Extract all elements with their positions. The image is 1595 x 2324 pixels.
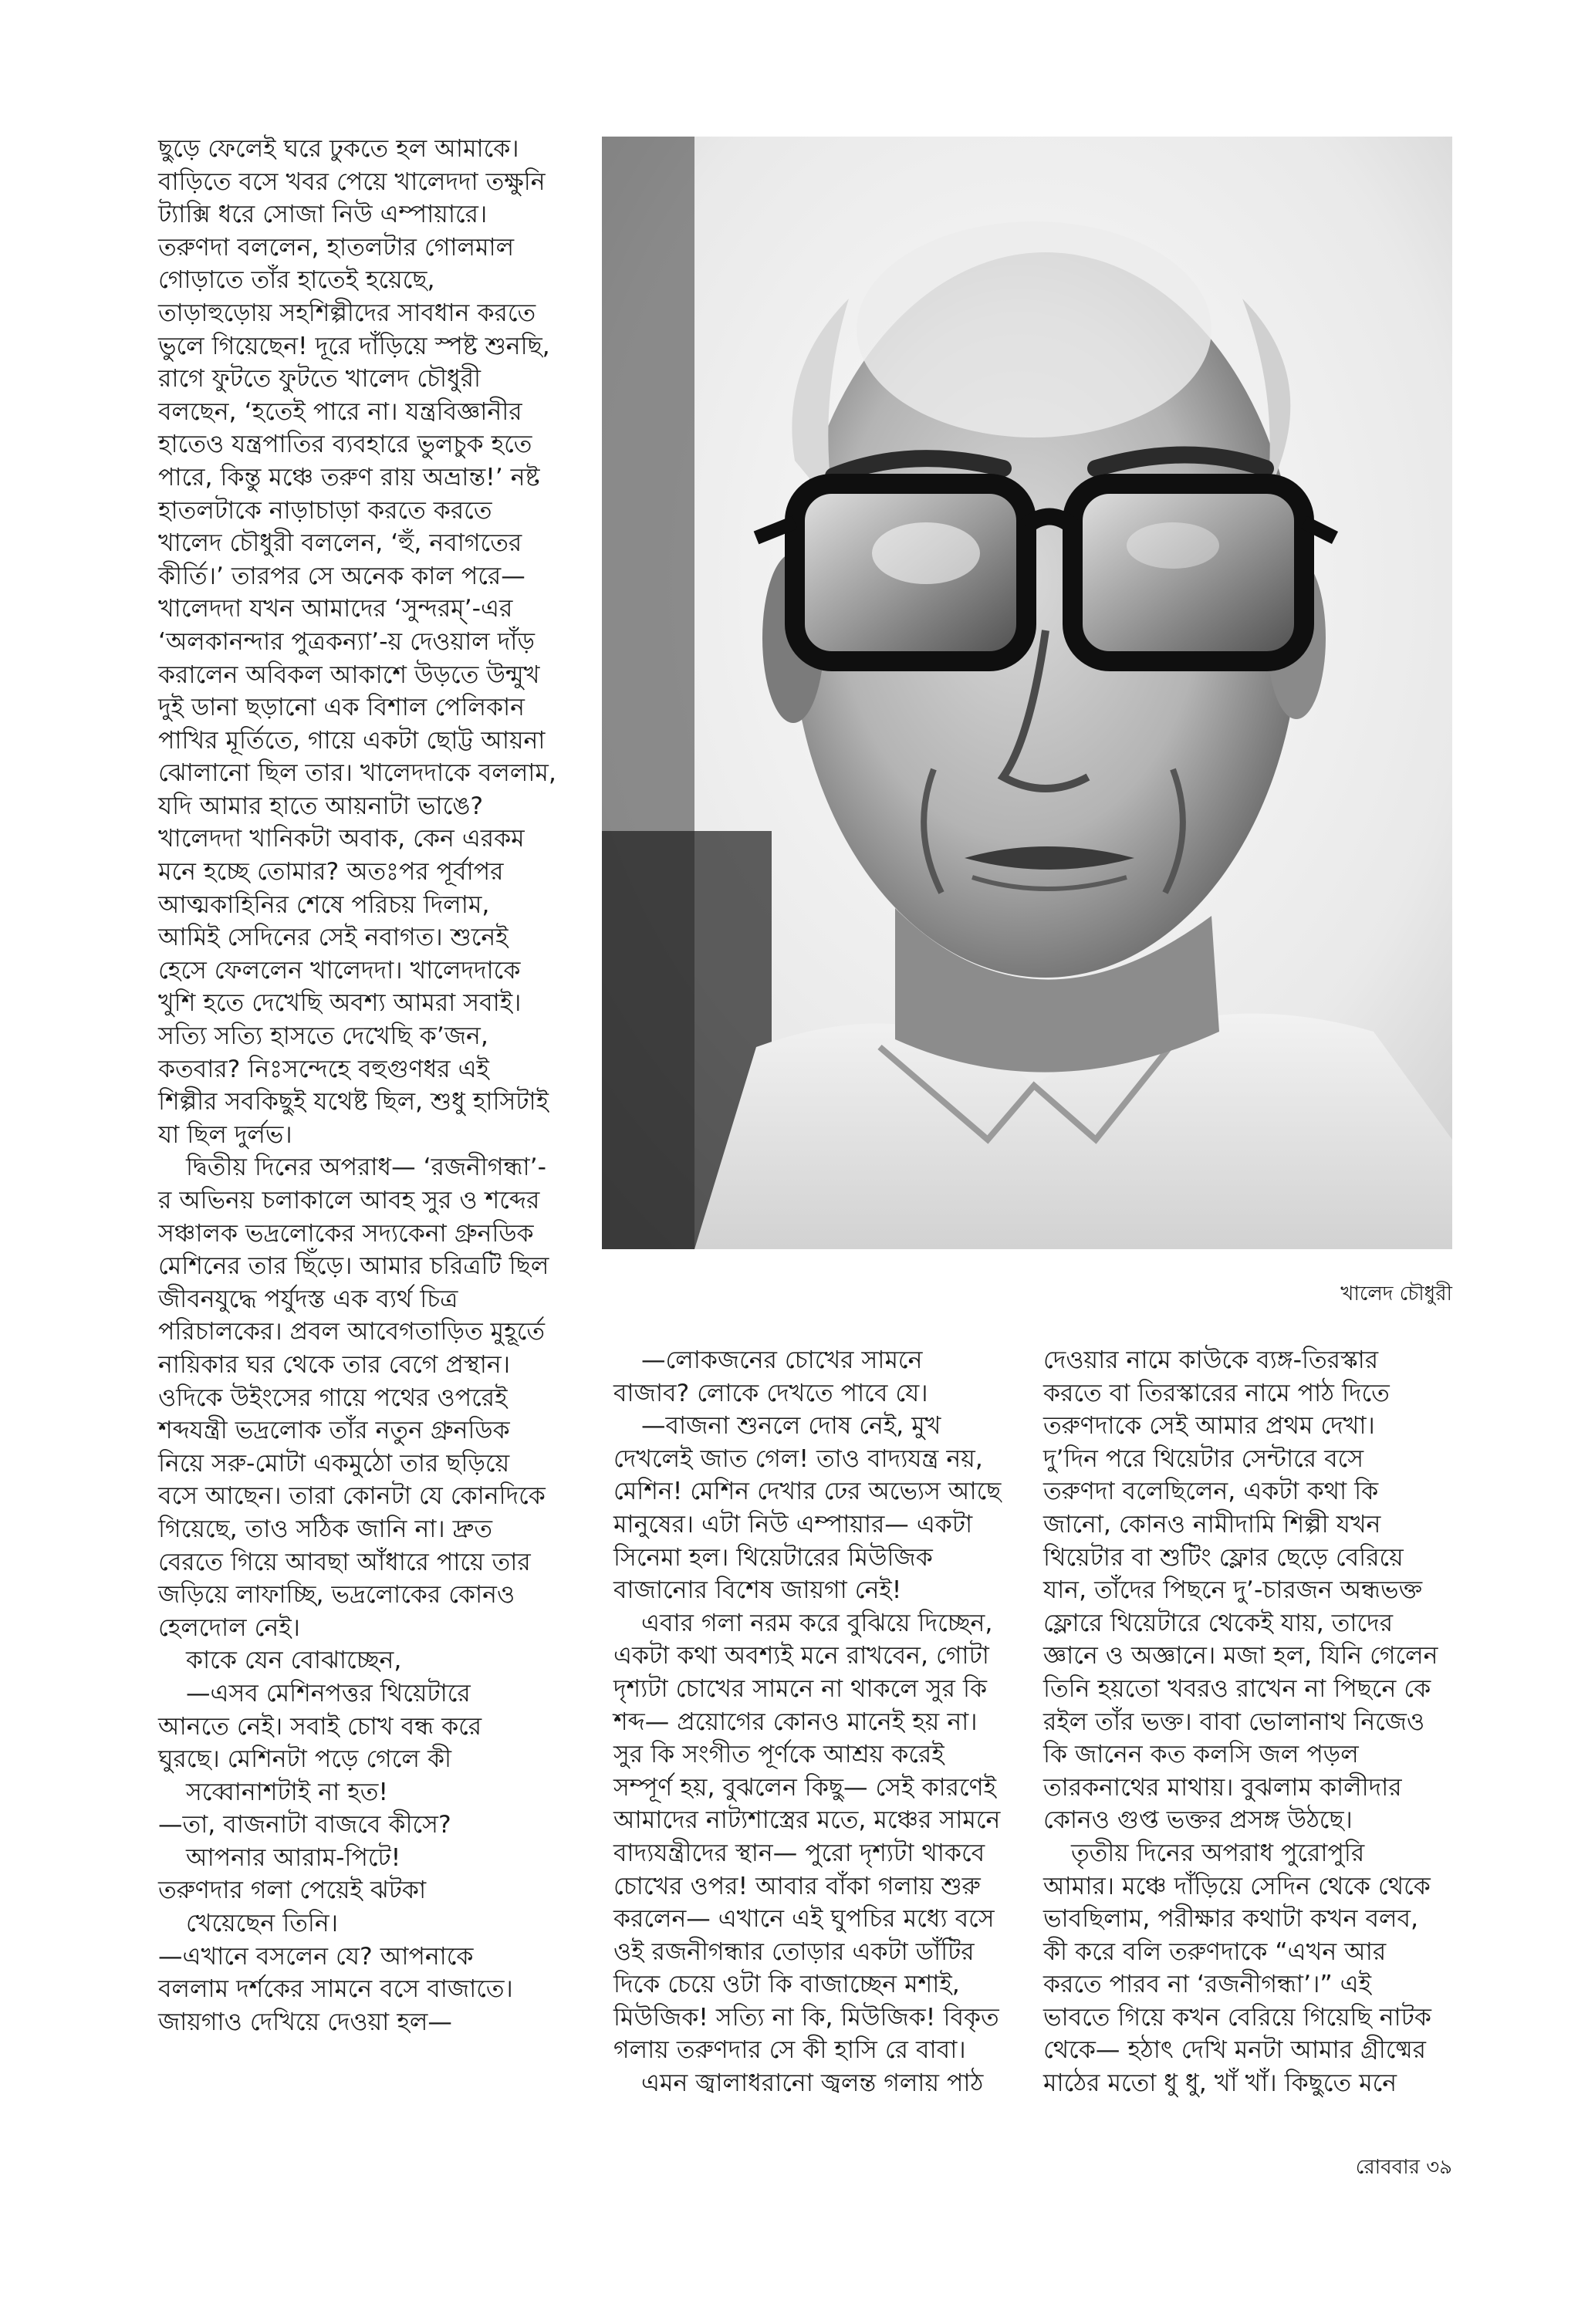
text-line: মানুষের। এটা নিউ এম্পায়ার— একটা	[613, 1510, 973, 1539]
text-line: দৃশ্যটা চোখের সামনে না থাকলে সুর কি	[613, 1674, 987, 1703]
text-line: বাদ্যযন্ত্রীদের স্থান— পুরো দৃশ্যটা থাকবে	[613, 1839, 985, 1867]
text-line: করতে পারব না ‘রজনীগন্ধা’।” এই	[1043, 1971, 1372, 1999]
text-line: বাড়িতে বসে খবর পেয়ে খালেদদা তক্ষুনি	[158, 167, 546, 196]
text-line: তিনি হয়তো খবরও রাখেন না পিছনে কে	[1043, 1674, 1431, 1703]
text-line: তারকনাথের মাথায়। বুঝলাম কালীদার	[1043, 1773, 1402, 1802]
text-line: বাজাব? লোকে দেখতে পাবে যে।	[613, 1379, 928, 1407]
text-line: কতবার? নিঃসন্দেহে বহুগুণধর এই	[158, 1055, 489, 1083]
text-line: ভাবতে গিয়ে কখন বেরিয়ে গিয়েছি নাটক	[1043, 2003, 1431, 2032]
text-line: রইল তাঁর ভক্ত। বাবা ভোলানাথ নিজেও	[1043, 1708, 1425, 1736]
text-line: ট্যাক্সি ধরে সোজা নিউ এম্পায়ারে।	[158, 201, 488, 229]
text-line: তরুণদা বলেছিলেন, একটা কথা কি	[1043, 1478, 1379, 1506]
text-line: —এসব মেশিনপত্তর থিয়েটারে	[186, 1679, 471, 1708]
text-line: জড়িয়ে লাফাচ্ছি, ভদ্রলোকের কোনও	[158, 1581, 515, 1610]
text-line: তরুণদাকে সেই আমার প্রথম দেখা।	[1043, 1412, 1375, 1441]
text-line: তৃতীয় দিনের অপরাধ পুরোপুরি	[1071, 1839, 1365, 1867]
text-line: সত্যি সত্যি হাসতে দেখেছি ক’জন,	[158, 1022, 488, 1051]
text-line: আমাদের নাট্যশাস্ত্রের মতে, মঞ্চের সামনে	[613, 1806, 1001, 1835]
text-line: —এখানে বসলেন যে? আপনাকে	[158, 1942, 474, 1971]
text-line: যদি আমার হাতে আয়নাটা ভাঙে?	[158, 792, 484, 820]
text-line: গিয়েছে, তাও সঠিক জানি না। দ্রুত	[158, 1515, 492, 1543]
text-column-right	[1043, 1344, 1475, 2100]
portrait-illustration	[602, 137, 1452, 1249]
text-line: মাঠের মতো ধু ধু, খাঁ খাঁ। কিছুতে মনে	[1043, 2069, 1397, 2098]
text-line: মিউজিক! সত্যি না কি, মিউজিক! বিকৃত	[613, 2003, 999, 2032]
text-line: দ্বিতীয় দিনের অপরাধ— ‘রজনীগন্ধা’-	[186, 1154, 547, 1182]
text-line: শব্দযন্ত্রী ভদ্রলোক তাঁর নতুন গ্রুনডিক	[158, 1417, 510, 1445]
text-line: তরুণদার গলা পেয়েই ঝটকা	[158, 1876, 427, 1905]
text-line: হেসে ফেললেন খালেদদা। খালেদদাকে	[158, 956, 521, 985]
text-line: জানো, কোনও নামীদামি শিল্পী যখন	[1043, 1510, 1381, 1539]
text-line: দু’দিন পরে থিয়েটার সেন্টারে বসে	[1043, 1444, 1364, 1473]
text-line: মনে হচ্ছে তোমার? অতঃপর পূর্বাপর	[158, 858, 504, 887]
text-line: কী করে বলি তরুণদাকে “এখন আর	[1043, 1937, 1387, 1966]
text-line: —বাজনা শুনলে দোষ নেই, মুখ	[641, 1412, 941, 1441]
page-folio: রোববার ৩৯	[1355, 2156, 1452, 2179]
text-line: করলেন— এখানে এই ঘুপচির মধ্যে বসে	[613, 1905, 995, 1934]
text-line: র অভিনয় চলাকালে আবহ সুর ও শব্দের	[158, 1187, 540, 1214]
text-line: মেশিনের তার ছিঁড়ে। আমার চরিত্রটি ছিল	[158, 1252, 549, 1281]
text-line: গলায় তরুণদার সে কী হাসি রে বাবা।	[613, 2036, 966, 2065]
text-line: করালেন অবিকল আকাশে উড়তে উন্মুখ	[158, 660, 540, 689]
text-line: বলছেন, ‘হতেই পারে না। যন্ত্রবিজ্ঞানীর	[158, 397, 522, 426]
text-line: রাগে ফুটতে ফুটতে খালেদ চৌধুরী	[158, 365, 482, 394]
text-line: দেওয়ার নামে কাউকে ব্যঙ্গ-তিরস্কার	[1043, 1346, 1379, 1374]
text-line: শব্দ— প্রয়োগের কোনও মানেই হয় না।	[613, 1708, 978, 1736]
portrait-photo	[602, 137, 1452, 1249]
text-line: নায়িকার ঘর থেকে তার বেগে প্রস্থান।	[158, 1350, 511, 1379]
text-line: খেয়েছেন তিনি।	[186, 1910, 338, 1938]
text-line: জীবনযুদ্ধে পর্যুদস্ত এক ব্যর্থ চিত্র	[158, 1285, 458, 1313]
text-line: সুর কি সংগীত পূর্ণকে আশ্রয় করেই	[613, 1741, 944, 1769]
text-line: পরিচালকের। প্রবল আবেগতাড়িত মুহূর্তে	[158, 1318, 545, 1346]
text-line: দিকে চেয়ে ওটা কি বাজাচ্ছেন মশাই,	[613, 1971, 960, 1999]
text-line: —তা, বাজনাটা বাজবে কীসে?	[158, 1811, 451, 1839]
text-line: এমন জ্বালাধরানো জ্বলন্ত গলায় পাঠ	[641, 2069, 984, 2098]
text-line: ওই রজনীগন্ধার তোড়ার একটা ডাঁটির	[613, 1937, 975, 1966]
text-line: আমিই সেদিনের সেই নবাগত। শুনেই	[158, 924, 509, 952]
text-column-middle	[613, 1344, 1015, 2100]
text-line: সম্পূর্ণ হয়, বুঝলেন কিছু— সেই কারণেই	[613, 1773, 997, 1802]
text-column-left	[158, 133, 590, 2039]
photo-caption: খালেদ চৌধুরী	[1340, 1282, 1452, 1306]
text-line: ছুড়ে ফেলেই ঘরে ঢুকতে হল আমাকে।	[158, 135, 519, 163]
text-line: সিনেমা হল। থিয়েটারের মিউজিক	[613, 1543, 933, 1572]
text-line: তরুণদা বললেন, হাতলটার গোলমাল	[158, 233, 515, 262]
text-line: শিল্পীর সবকিছুই যথেষ্ট ছিল, শুধু হাসিটাই	[158, 1088, 549, 1116]
text-line: ভুলে গিয়েছেন! দূরে দাঁড়িয়ে স্পষ্ট শুনছি,	[158, 332, 550, 360]
text-line: জ্ঞানে ও অজ্ঞানে। মজা হল, যিনি গেলেন	[1043, 1642, 1438, 1670]
text-line: তাড়াহুড়োয় সহশিল্পীদের সাবধান করতে	[158, 299, 536, 327]
text-line: থিয়েটার বা শুটিং ফ্লোর ছেড়ে বেরিয়ে	[1043, 1543, 1404, 1572]
text-line: কি জানেন কত কলসি জল পড়ল	[1043, 1741, 1359, 1769]
text-line: যা ছিল দুর্লভ।	[158, 1120, 292, 1149]
text-line: কোনও গুপ্ত ভক্তর প্রসঙ্গ উঠছে।	[1043, 1806, 1353, 1835]
text-line: খালেদদা খানিকটা অবাক, কেন এরকম	[158, 825, 525, 853]
text-line: বসে আছেন। তারা কোনটা যে কোনদিকে	[158, 1482, 546, 1511]
text-line: হেলদোল নেই।	[158, 1613, 300, 1642]
text-line: চোখের ওপর! আবার বাঁকা গলায় শুরু	[613, 1872, 981, 1900]
text-line: বাজানোর বিশেষ জায়গা নেই!	[613, 1576, 902, 1605]
text-line: কাকে যেন বোঝাচ্ছেন,	[186, 1647, 402, 1675]
text-line: সঞ্চালক ভদ্রলোকের সদ্যকেনা গ্রুনডিক	[158, 1219, 534, 1248]
text-line: খুশি হতে দেখেছি অবশ্য আমরা সবাই।	[158, 989, 522, 1018]
text-line: ফ্লোরে থিয়েটারে থেকেই যায়, তাদের	[1043, 1609, 1394, 1637]
text-line: পারে, কিন্তু মঞ্চে তরুণ রায় অভ্রান্ত!’ নষ্ট	[158, 463, 540, 491]
text-line: ‘অলকানন্দার পুত্রকন্যা’-য় দেওয়াল দাঁড়	[158, 627, 535, 656]
text-line: ওদিকে উইংসের গায়ে পথের ওপরেই	[158, 1383, 508, 1412]
text-line: হাতলটাকে নাড়াচাড়া করতে করতে	[158, 496, 492, 525]
text-line: মেশিন! মেশিন দেখার ঢের অভ্যেস আছে	[613, 1478, 1002, 1506]
text-line: দেখলেই জাত গেল! তাও বাদ্যযন্ত্র নয়,	[613, 1444, 983, 1473]
text-line: বললাম দর্শকের সামনে বসে বাজাতে।	[158, 1975, 513, 2004]
text-line: ঝোলানো ছিল তার। খালেদদাকে বললাম,	[158, 759, 556, 788]
text-line: এবার গলা নরম করে বুঝিয়ে দিচ্ছেন,	[641, 1609, 993, 1637]
text-line: হাতেও যন্ত্রপাতির ব্যবহারে ভুলচুক হতে	[158, 431, 532, 459]
text-line: ভাবছিলাম, পরীক্ষার কথাটা কখন বলব,	[1043, 1905, 1419, 1934]
text-line: আত্মকাহিনির শেষে পরিচয় দিলাম,	[158, 890, 490, 919]
text-line: আমার। মঞ্চে দাঁড়িয়ে সেদিন থেকে থেকে	[1043, 1872, 1431, 1900]
text-line: পাখির মূর্তিতে, গায়ে একটা ছোট্ট আয়না	[158, 726, 546, 755]
text-line: একটা কথা অবশ্যই মনে রাখবেন, গোটা	[613, 1642, 989, 1670]
text-line: জায়গাও দেখিয়ে দেওয়া হল—	[158, 2008, 452, 2036]
text-line: নিয়ে সরু-মোটা একমুঠো তার ছড়িয়ে	[158, 1449, 510, 1478]
text-line: —লোকজনের চোখের সামনে	[641, 1346, 923, 1374]
text-line: আপনার আরাম-পিটে!	[186, 1843, 401, 1872]
text-line: করতে বা তিরস্কারের নামে পাঠ দিতে	[1043, 1379, 1390, 1407]
text-line: খালেদদা যখন আমাদের ‘সুন্দরম্’-এর	[158, 595, 513, 623]
text-line: খালেদ চৌধুরী বললেন, ‘হুঁ, নবাগতের	[158, 529, 522, 558]
text-line: যান, তাঁদের পিছনে দু’-চারজন অন্ধভক্ত	[1043, 1576, 1423, 1605]
text-line: আনতে নেই। সবাই চোখ বন্ধ করে	[158, 1712, 482, 1741]
text-line: গোড়াতে তাঁর হাতেই হয়েছে,	[158, 266, 435, 295]
text-line: বেরতে গিয়ে আবছা আঁধারে পায়ে তার	[158, 1548, 531, 1576]
text-line: কীর্তি।’ তারপর সে অনেক কাল পরে—	[158, 562, 525, 590]
text-line: ঘুরছে। মেশিনটা পড়ে গেলে কী	[158, 1745, 451, 1774]
text-line: দুই ডানা ছড়ানো এক বিশাল পেলিকান	[158, 694, 525, 722]
text-line: থেকে— হঠাৎ দেখি মনটা আমার গ্রীষ্মের	[1043, 2036, 1426, 2065]
text-line: সব্বোনাশটাই না হত!	[186, 1778, 388, 1806]
